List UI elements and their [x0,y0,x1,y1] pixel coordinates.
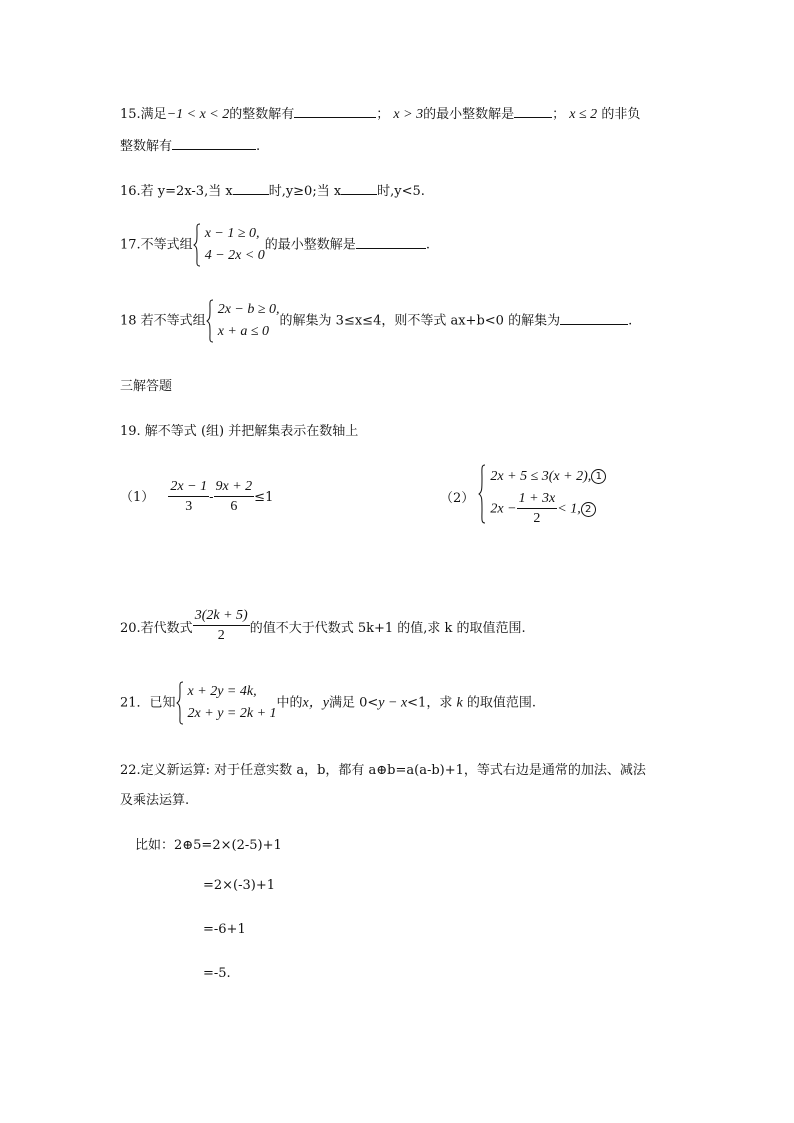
question-17 [120,223,430,267]
q15-inequality-3: x ≤ 2 [569,107,598,122]
q16-text-b: 时,y≥0;当 x [268,184,342,199]
q15-inequality-1: −1 < x < 2 [166,107,230,122]
q19-part-2-row-2-b: < 1, [557,501,581,517]
q20-suffix: 的值不大于代数式 5k+1 的值,求 k 的取值范围. [249,621,526,636]
q18-row-1: 2x − b ≥ 0, [217,302,280,317]
q17-prefix: 17.不等式组 [120,237,193,253]
q21-suffix-d: 的取值范围. [466,695,536,711]
q15-sep-2: ； [552,107,566,122]
q22-example-line-1: 比如：2⊕5=2×(2-5)+1 [135,838,282,853]
question-22-line-2: 及乘法运算. [120,793,190,808]
q15-text-b: 的整数解有 [229,107,295,122]
q18-end: . [628,313,633,329]
q19-fraction-2-denominator: 6 [230,499,238,514]
q20-fraction-denominator: 2 [217,628,225,643]
question-15-line-2 [120,135,260,154]
q18-row-2: x + a ≤ 0 [217,324,270,339]
q16-text-a: 16.若 y=2x-3,当 x [120,184,233,199]
q22-example-line-3: =-6+1 [203,922,246,937]
q16-blank-1[interactable] [233,182,269,195]
section-title: 三解答题 [120,379,173,394]
q21-vars: x，y [302,695,329,711]
left-brace-icon [478,464,486,524]
q15-end: . [256,139,261,154]
q15-text-a: 15.满足 [120,107,167,122]
question-16 [120,180,425,199]
q15-blank-2[interactable] [514,105,552,118]
question-15-line-1 [120,103,640,123]
q19-fraction-2 [214,478,255,517]
left-brace-icon [193,223,201,267]
q21-k: k [456,695,463,711]
q22-example-line-4: =-5. [203,966,231,981]
q21-suffix-c: <1，求 [407,695,453,711]
q19-part-2-row-2 [490,490,606,529]
q19-part-2-row-2-a: 2x − [490,501,517,517]
q19-fraction-1-denominator: 3 [185,499,193,514]
q15-text-e: 整数解有 [120,139,173,154]
q15-text-c: 的最小整数解是 [423,107,515,122]
q15-sep-1: ； [376,107,390,122]
q19-part-2-fraction [517,490,558,529]
question-20 [120,607,526,646]
q17-blank[interactable] [356,236,426,249]
circled-one-icon: 1 [591,469,606,484]
q17-row-2: 4 − 2x < 0 [204,248,265,263]
q19-minus: - [209,490,214,505]
q20-fraction [193,607,250,646]
q16-blank-2[interactable] [341,182,377,195]
q21-suffix-b: 满足 0< [328,695,379,711]
q20-fraction-numerator: 3(2k + 5) [193,607,250,626]
q19-fraction-2-numerator: 9x + 2 [214,478,255,497]
q15-blank-3[interactable] [172,137,256,150]
q19-part-1-label: （1） [120,490,155,505]
q18-system [206,299,280,343]
q19-part-2-row-1-expr: 2x + 5 ≤ 3(x + 2), [490,469,592,484]
q20-prefix: 20.若代数式 [120,621,193,636]
q19-part-2-fraction-numerator: 1 + 3x [517,490,558,509]
q19-part-2-system [478,464,606,529]
question-18 [120,299,632,343]
q19-part-2-label: （2） [440,491,475,506]
q18-prefix: 18 若不等式组 [120,313,206,329]
question-22-line-1: 22.定义新运算: 对于任意实数 a，b，都有 a⊕b=a(a-b)+1，等式右边是通常的加法、减法 [120,763,646,778]
q21-expr: y − x [378,695,408,711]
q21-system [176,681,277,725]
q15-inequality-2: x > 3 [393,107,424,122]
q15-text-d: 的非负 [601,107,641,122]
circled-two-icon: 2 [581,502,596,517]
left-brace-icon [176,681,184,725]
q16-text-c: 时,y<5. [377,184,425,199]
q17-system [193,223,265,267]
q18-suffix: 的解集为 3≤x≤4，则不等式 ax+b<0 的解集为 [279,313,561,329]
q21-prefix: 21．已知 [120,695,176,711]
q17-row-1: x − 1 ≥ 0, [204,226,260,241]
left-brace-icon [206,299,214,343]
question-19-part-2 [440,464,606,529]
question-19-title: 19. 解不等式 (组) 并把解集表示在数轴上 [120,424,359,439]
question-21 [120,681,536,725]
q22-example-line-2: =2×(-3)+1 [203,878,276,893]
q19-part-1-tail: ≤1 [254,490,274,505]
q19-part-2-row-1 [490,464,606,490]
q17-suffix: 的最小整数解是 [264,237,356,253]
q21-row-1: x + 2y = 4k, [187,684,257,699]
q19-part-2-fraction-denominator: 2 [533,511,541,526]
q19-fraction-1-numerator: 2x − 1 [168,478,209,497]
q21-row-2: 2x + y = 2k + 1 [187,706,277,721]
q19-fraction-1 [168,478,209,517]
q18-blank[interactable] [560,312,628,325]
q17-end: . [425,237,430,253]
q15-blank-1[interactable] [294,105,376,118]
question-19-part-1 [120,478,273,517]
q21-suffix-a: 中的 [276,695,303,711]
